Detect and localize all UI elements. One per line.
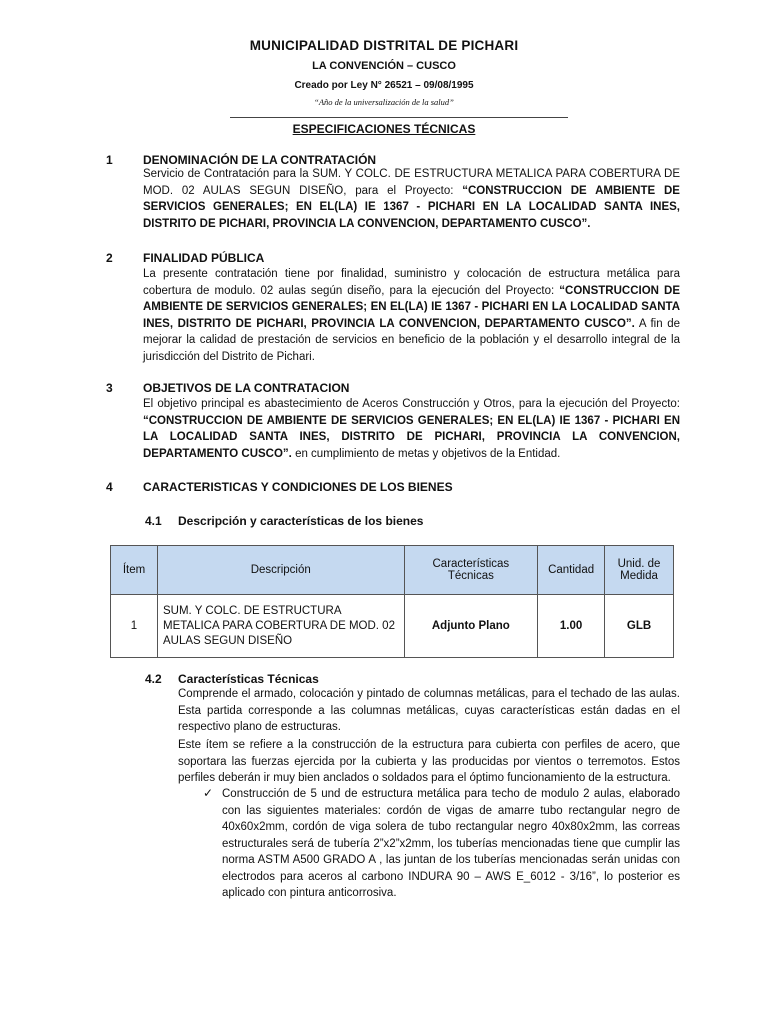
cell-cantidad: 1.00 [538, 595, 605, 658]
subsection-title: Descripción y características de los bienes [178, 514, 424, 528]
institution-location: LA CONVENCIÓN – CUSCO [312, 60, 456, 72]
header-descripcion: Descripción [158, 546, 405, 595]
section-paragraph [143, 266, 680, 365]
cell-descripcion-text: SUM. Y COLC. DE ESTRUCTURA METALICA PARA COBERTURA DE MOD. 02 AULAS SEGUN DISEÑO [163, 604, 395, 647]
subsection-paragraph: Este ítem se refiere a la construcción de la estructura para cubierta con perfiles de acero, que soportara las fuerzas ejercida por la cubierta y las producidas por vientos o terremotos. Estos perfiles deberán ir muy bien anclados o soldados para el óptimo funcionamiento de la estructura. [178, 739, 680, 784]
cell-item: 1 [111, 595, 158, 658]
subsection-number: 4.1 [145, 514, 162, 528]
institution-name: MUNICIPALIDAD DISTRITAL DE PICHARI [249, 38, 519, 53]
text-run: El objetivo principal es abastecimiento de Aceros Construcción y Otros, para la ejecución del Proyecto: [143, 398, 680, 410]
document-title: ESPECIFICACIONES TÉCNICAS [292, 122, 476, 136]
subsection-number: 4.2 [145, 672, 162, 686]
text-run: Servicio de Contratación para la SUM. Y COLC. DE ESTRUCTURA METALICA PARA COBERTURA DE MOD. 02 AULAS SEGUN DISEÑO, para el Proyecto: [143, 168, 680, 197]
section-title: FINALIDAD PÚBLICA [143, 251, 265, 265]
header-divider [230, 117, 568, 118]
header-unidad: Unid. de Medida [605, 546, 674, 595]
cell-unidad: GLB [605, 595, 674, 658]
table-row [111, 595, 674, 658]
subsection-paragraph: Comprende el armado, colocación y pintado de columnas metálicas, para el techado de las aulas. Esta partida corresponde a las columnas metálicas, cuyas características están dadas en el respectivo plano de estructuras. [178, 688, 680, 733]
text-run: A fin de mejorar la calidad de prestación de servicios en beneficio de la población y el desarrollo integral de la jurisdicción del Distrito de Pichari. [143, 317, 680, 363]
header-cantidad: Cantidad [538, 546, 605, 595]
section-paragraph [143, 396, 680, 462]
section-title: CARACTERISTICAS Y CONDICIONES DE LOS BIENES [143, 480, 453, 494]
goods-table [110, 545, 674, 658]
text-run: en cumplimiento de metas y objetivos de la Entidad. [291, 447, 561, 460]
bold-text-run: “CONSTRUCCION DE AMBIENTE DE SERVICIOS GENERALES; EN EL(LA) IE 1367 - PICHARI EN LA LOCALIDAD SANTA INES, DISTRITO DE PICHARI, PROVINCIA LA CONVENCION, DEPARTAMENTO CUSCO”. [143, 184, 680, 230]
section-number: 4 [106, 480, 113, 494]
section-number: 1 [106, 153, 113, 167]
section-paragraph [143, 166, 680, 232]
section-title: OBJETIVOS DE LA CONTRATACION [143, 381, 350, 395]
section-number: 2 [106, 251, 113, 265]
cell-descripcion [158, 595, 405, 658]
section-number: 3 [106, 381, 113, 395]
bullet-paragraph: Construcción de 5 und de estructura metálica para techo de modulo 2 aulas, elaborado con las siguientes materiales: cordón de vigas de amarre tubo rectangular negro de 40x60x2mm, cordón de viga solera de tubo rectangular negro 40x80x2mm, las correas estructurales será de tubería 2”x2”x2mm, los tuberías mencionadas tiene que cumplir las norma ASTM A500 GRADO A , las juntan de los tuberías mencionadas serán unidas con electrodos para aceros al carbono INDURA 90 – AWS E_6012 - 3/16”, lo posterior es aplicado con pintura anticorrosiva. [222, 788, 680, 899]
table-header-row [111, 546, 674, 595]
text-run: La presente contratación tiene por finalidad, suministro y colocación de estructura metálica para cobertura de modulo. 02 aulas según diseño, para la ejecución del Proyecto: [143, 268, 680, 297]
header-item: Ítem [111, 546, 158, 595]
cell-caracteristicas: Adjunto Plano [404, 595, 538, 658]
section-title: DENOMINACIÓN DE LA CONTRATACIÓN [143, 153, 377, 167]
bold-text-run: “CONSTRUCCION DE AMBIENTE DE SERVICIOS GENERALES; EN EL(LA) IE 1367 - PICHARI EN LA LOCALIDAD SANTA INES, DISTRITO DE PICHARI, PROVINCIA LA CONVENCION, DEPARTAMENTO CUSCO”. [143, 414, 680, 460]
creation-law: Creado por Ley N° 26521 – 09/08/1995 [294, 80, 474, 91]
checkmark-icon: ✓ [203, 786, 214, 800]
subsection-title: Características Técnicas [178, 672, 319, 686]
header-caracteristicas: Características Técnicas [404, 546, 538, 595]
bold-text-run: “CONSTRUCCION DE AMBIENTE DE SERVICIOS GENERALES; EN EL(LA) IE 1367 - PICHARI EN LA LOCALIDAD SANTA INES, DISTRITO DE PICHARI, PROVINCIA LA CONVENCION, DEPARTAMENTO CUSCO”. [143, 284, 680, 330]
year-motto: “Año de la universalización de la salud” [314, 97, 454, 107]
